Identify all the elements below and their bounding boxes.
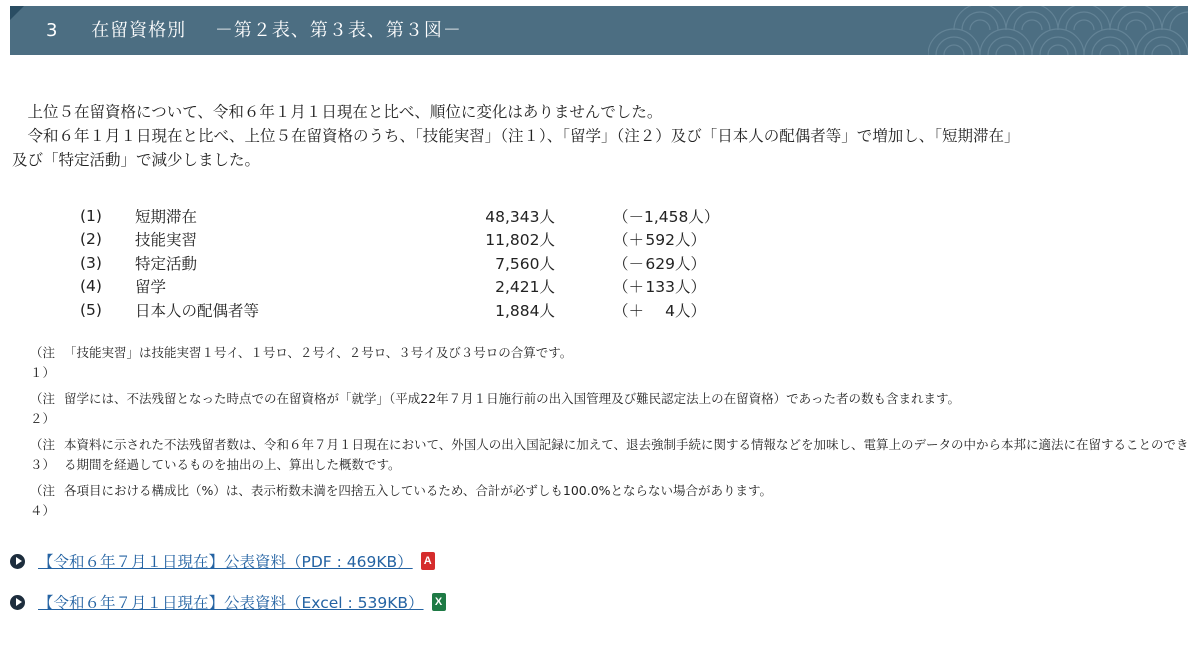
header-corner-accent (10, 6, 24, 20)
change-amount (555, 228, 763, 252)
intro-line: 令和６年１月１日現在と比べ、上位５在留資格のうち、「技能実習」（注１）、「留学」（注２）及び「日本人の配偶者等」で増加し、「短期滞在」 (27, 127, 1020, 145)
change-value: 1,458人） (644, 207, 720, 226)
intro-line: 上位５在留資格について、令和６年１月１日現在と比べ、順位に変化はありませんでした。 (27, 103, 663, 121)
ranking-row (80, 298, 763, 322)
person-count: 2,421人 (495, 278, 555, 297)
note-tag: （注１） (30, 345, 56, 380)
note-text: 各項目における構成比（%）は、表示桁数未満を四捨五入しているため、合計が必ずしも100.0%とならない場合があります。 (64, 483, 773, 498)
change-value: 629人） (645, 254, 707, 273)
status-name: 日本人の配偶者等 (135, 301, 260, 320)
change-sign: （＋ (613, 231, 645, 250)
rank-number: (3) (80, 253, 102, 272)
person-count: 1,884人 (495, 301, 555, 320)
note-tag: （注２） (30, 391, 56, 426)
change-value: 4人） (665, 301, 707, 320)
note-text: 本資料に示された不法残留者数は、令和６年７月１日現在において、外国人の出入国記録に加えて、退去強制手続に関する情報などを加味し、電算上のデータの中から本邦に適法に在留することのできる期間を経過しているものを抽出の上、算出した概数です。 (64, 437, 1189, 472)
change-amount (555, 251, 763, 275)
arrow-bullet-icon (10, 595, 25, 610)
arrow-bullet-icon (10, 554, 25, 569)
change-value: 592人） (645, 231, 707, 250)
ranking-table (80, 204, 763, 322)
note-tag: （注４） (30, 483, 56, 518)
change-amount (555, 298, 763, 322)
note-text: 「技能実習」は技能実習１号イ、１号ロ、２号イ、２号ロ、３号イ及び３号ロの合算です。 (64, 345, 573, 360)
note-item (30, 343, 1190, 383)
change-amount (555, 204, 763, 228)
rank-number: (1) (80, 206, 102, 225)
status-name: 特定活動 (135, 254, 198, 273)
note-item (30, 481, 1190, 521)
pdf-icon[interactable]: A (421, 552, 435, 570)
person-count: 48,343人 (485, 207, 555, 226)
rank-number: (4) (80, 277, 102, 296)
rank-number: (5) (80, 300, 102, 319)
change-sign: （－ (613, 254, 645, 273)
notes-section (30, 343, 1190, 527)
intro-paragraph (12, 100, 1182, 172)
wave-pattern-decoration (928, 6, 1188, 55)
download-links (10, 548, 446, 630)
person-count: 11,802人 (485, 231, 555, 250)
change-sign: （＋ (613, 278, 645, 297)
status-name: 技能実習 (135, 231, 198, 250)
note-item (30, 435, 1190, 475)
excel-icon[interactable]: X (432, 593, 446, 611)
change-amount (555, 275, 763, 299)
ranking-row (80, 204, 763, 228)
excel-download-link[interactable]: 【令和６年７月１日現在】公表資料（Excel : 539KB） (38, 594, 424, 612)
note-tag: （注３） (30, 437, 56, 472)
change-sign: （－ (613, 207, 645, 226)
ranking-row (80, 275, 763, 299)
intro-line: 及び「特定活動」で減少しました。 (12, 151, 261, 169)
change-value: 133人） (645, 278, 707, 297)
ranking-row (80, 251, 763, 275)
note-item (30, 389, 1190, 429)
section-subtitle: －第２表、第３表、第３図－ (214, 20, 462, 41)
status-name: 留学 (135, 278, 167, 297)
download-link-row (10, 548, 446, 574)
section-header (10, 6, 1188, 55)
note-text: 留学には、不法残留となった時点での在留資格が「就学」（平成22年７月１日施行前の出入国管理及び難民認定法上の在留資格）であった者の数も含まれます。 (64, 391, 961, 406)
download-link-row (10, 589, 446, 615)
change-sign: （＋ (613, 301, 645, 320)
ranking-row (80, 228, 763, 252)
status-name: 短期滞在 (135, 207, 198, 226)
section-title-text: 在留資格別 (91, 20, 187, 41)
section-title (46, 6, 462, 55)
person-count: 7,560人 (495, 254, 555, 273)
pdf-download-link[interactable]: 【令和６年７月１日現在】公表資料（PDF : 469KB） (38, 553, 413, 571)
rank-number: (2) (80, 230, 102, 249)
section-number: 3 (46, 20, 59, 41)
